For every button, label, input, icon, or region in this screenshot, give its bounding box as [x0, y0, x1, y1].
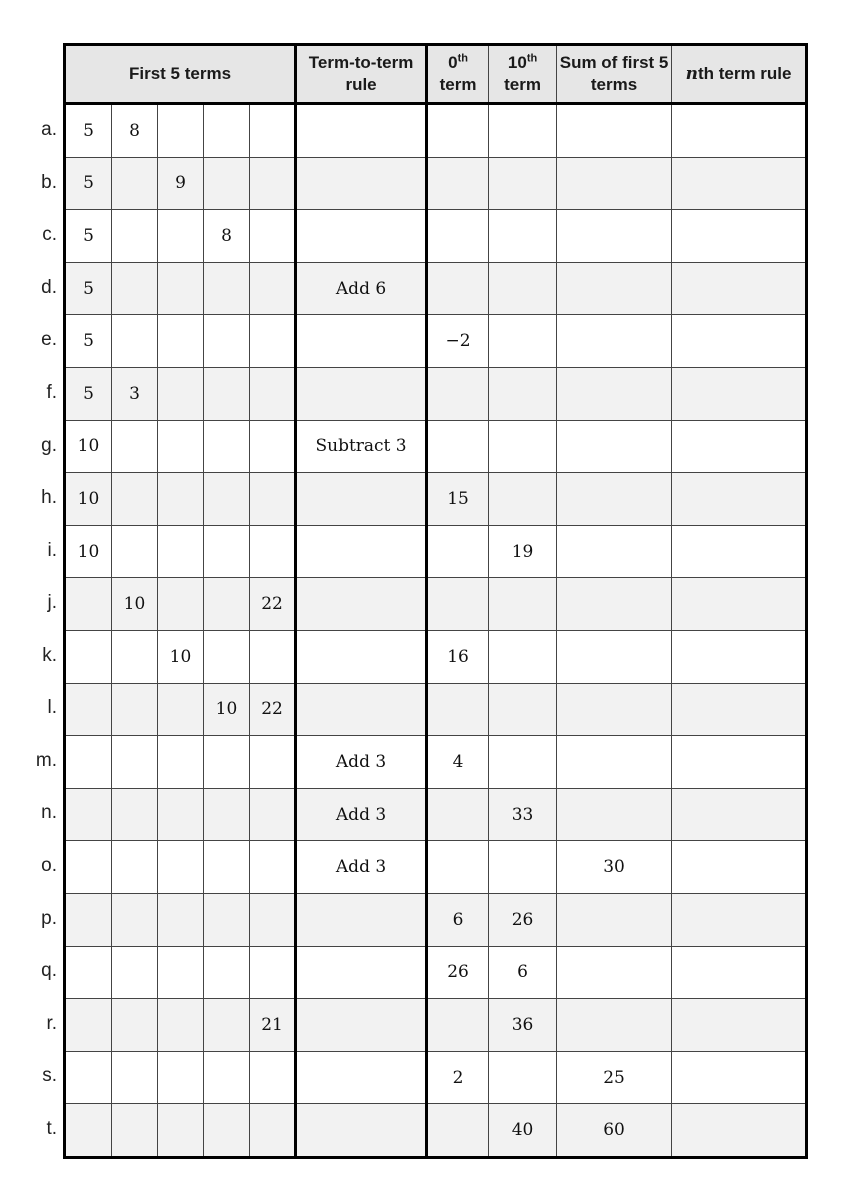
table-row	[65, 946, 807, 999]
term-2-cell[interactable]	[112, 999, 158, 1052]
term-1-cell[interactable]	[65, 736, 112, 789]
term-3-cell[interactable]	[158, 315, 204, 368]
row-label: h.	[41, 487, 57, 509]
header-row	[65, 45, 807, 104]
tenth-term-cell[interactable]: 33	[489, 788, 557, 841]
term-4-cell[interactable]	[204, 578, 250, 631]
row-label: d.	[41, 276, 57, 298]
term-4-cell[interactable]	[204, 104, 250, 158]
term-to-term-rule-cell[interactable]	[296, 893, 427, 946]
term-to-term-rule-cell[interactable]	[296, 578, 427, 631]
term-3-cell[interactable]	[158, 473, 204, 526]
zeroth-term-cell[interactable]	[427, 104, 489, 158]
row-label: r.	[46, 1012, 57, 1034]
term-2-cell[interactable]	[112, 315, 158, 368]
term-3-cell[interactable]	[158, 999, 204, 1052]
term-1-cell[interactable]: 10	[65, 473, 112, 526]
zeroth-term-cell[interactable]	[427, 788, 489, 841]
term-3-cell[interactable]	[158, 736, 204, 789]
table-row	[65, 1104, 807, 1158]
table-row	[65, 525, 807, 578]
header-0th-term: 0th term	[427, 45, 489, 104]
row-label: i.	[47, 539, 57, 561]
zeroth-term-cell[interactable]	[427, 420, 489, 473]
row-label: m.	[35, 749, 57, 771]
nth-term-rule-cell[interactable]	[672, 683, 807, 736]
sum-cell[interactable]	[557, 157, 672, 210]
tenth-term-cell[interactable]	[489, 473, 557, 526]
term-2-cell[interactable]	[112, 683, 158, 736]
sum-cell[interactable]	[557, 525, 672, 578]
row-label: g.	[41, 434, 57, 456]
term-1-cell[interactable]	[65, 841, 112, 894]
tenth-term-cell[interactable]	[489, 841, 557, 894]
term-5-cell[interactable]	[250, 368, 296, 421]
term-4-cell[interactable]	[204, 1104, 250, 1158]
zeroth-term-cell[interactable]	[427, 578, 489, 631]
nth-term-rule-cell[interactable]	[672, 630, 807, 683]
term-4-cell[interactable]	[204, 420, 250, 473]
term-to-term-rule-cell[interactable]: Add 3	[296, 841, 427, 894]
zeroth-term-cell[interactable]: 16	[427, 630, 489, 683]
term-to-term-rule-cell[interactable]: Add 3	[296, 736, 427, 789]
sum-cell[interactable]	[557, 683, 672, 736]
term-1-cell[interactable]: 5	[65, 157, 112, 210]
sum-cell[interactable]	[557, 420, 672, 473]
zeroth-term-cell[interactable]: 4	[427, 736, 489, 789]
nth-term-rule-cell[interactable]	[672, 893, 807, 946]
term-1-cell[interactable]: 5	[65, 315, 112, 368]
row-label: a.	[41, 119, 57, 141]
term-3-cell[interactable]: 9	[158, 157, 204, 210]
term-2-cell[interactable]	[112, 525, 158, 578]
row-label: s.	[42, 1065, 57, 1087]
term-1-cell[interactable]	[65, 578, 112, 631]
term-4-cell[interactable]	[204, 630, 250, 683]
term-5-cell[interactable]	[250, 262, 296, 315]
sum-cell[interactable]: 60	[557, 1104, 672, 1158]
zeroth-term-cell[interactable]	[427, 262, 489, 315]
tenth-term-cell[interactable]	[489, 683, 557, 736]
term-2-cell[interactable]	[112, 893, 158, 946]
term-3-cell[interactable]	[158, 683, 204, 736]
row-label: k.	[42, 644, 57, 666]
zeroth-term-cell[interactable]: −2	[427, 315, 489, 368]
table-row	[65, 1051, 807, 1104]
zeroth-term-cell[interactable]: 6	[427, 893, 489, 946]
table-row	[65, 999, 807, 1052]
term-2-cell[interactable]	[112, 1104, 158, 1158]
term-5-cell[interactable]	[250, 788, 296, 841]
nth-term-rule-cell[interactable]	[672, 1104, 807, 1158]
term-5-cell[interactable]: 21	[250, 999, 296, 1052]
term-3-cell[interactable]	[158, 1051, 204, 1104]
term-1-cell[interactable]: 5	[65, 210, 112, 263]
term-to-term-rule-cell[interactable]	[296, 368, 427, 421]
term-3-cell[interactable]	[158, 946, 204, 999]
row-label: e.	[41, 329, 57, 351]
sum-cell[interactable]	[557, 893, 672, 946]
term-5-cell[interactable]	[250, 1104, 296, 1158]
zeroth-term-cell[interactable]	[427, 157, 489, 210]
table-row	[65, 420, 807, 473]
tenth-term-cell[interactable]	[489, 630, 557, 683]
nth-term-rule-cell[interactable]	[672, 788, 807, 841]
term-4-cell[interactable]	[204, 262, 250, 315]
header-term-to-term-rule: Term-to-term rule	[296, 45, 427, 104]
term-2-cell[interactable]	[112, 1051, 158, 1104]
term-1-cell[interactable]	[65, 683, 112, 736]
term-1-cell[interactable]: 10	[65, 525, 112, 578]
term-4-cell[interactable]	[204, 157, 250, 210]
table-row	[65, 630, 807, 683]
nth-term-rule-cell[interactable]	[672, 473, 807, 526]
term-4-cell[interactable]	[204, 1051, 250, 1104]
tenth-term-cell[interactable]: 19	[489, 525, 557, 578]
term-5-cell[interactable]: 22	[250, 683, 296, 736]
term-3-cell[interactable]	[158, 104, 204, 158]
tenth-term-cell[interactable]: 36	[489, 999, 557, 1052]
table-row	[65, 893, 807, 946]
tenth-term-cell[interactable]	[489, 157, 557, 210]
zeroth-term-cell[interactable]	[427, 841, 489, 894]
zeroth-term-cell[interactable]	[427, 999, 489, 1052]
term-5-cell[interactable]	[250, 736, 296, 789]
sum-cell[interactable]	[557, 999, 672, 1052]
term-5-cell[interactable]	[250, 210, 296, 263]
term-to-term-rule-cell[interactable]	[296, 104, 427, 158]
table-row	[65, 210, 807, 263]
sequences-table	[63, 43, 808, 1159]
term-5-cell[interactable]: 22	[250, 578, 296, 631]
row-label: t.	[46, 1117, 57, 1139]
nth-term-rule-cell[interactable]	[672, 420, 807, 473]
row-label: p.	[41, 907, 57, 929]
term-1-cell[interactable]	[65, 1104, 112, 1158]
term-3-cell[interactable]	[158, 262, 204, 315]
sum-cell[interactable]: 25	[557, 1051, 672, 1104]
table-row	[65, 104, 807, 158]
table-row	[65, 157, 807, 210]
term-1-cell[interactable]	[65, 893, 112, 946]
term-to-term-rule-cell[interactable]	[296, 525, 427, 578]
term-to-term-rule-cell[interactable]	[296, 946, 427, 999]
term-5-cell[interactable]	[250, 893, 296, 946]
term-5-cell[interactable]	[250, 946, 296, 999]
sum-cell[interactable]	[557, 946, 672, 999]
tenth-term-cell[interactable]: 26	[489, 893, 557, 946]
term-4-cell[interactable]	[204, 999, 250, 1052]
tenth-term-cell[interactable]: 6	[489, 946, 557, 999]
sum-cell[interactable]: 30	[557, 841, 672, 894]
term-5-cell[interactable]	[250, 630, 296, 683]
term-4-cell[interactable]	[204, 315, 250, 368]
sum-cell[interactable]	[557, 104, 672, 158]
term-4-cell[interactable]	[204, 368, 250, 421]
term-1-cell[interactable]	[65, 788, 112, 841]
term-3-cell[interactable]	[158, 788, 204, 841]
sum-cell[interactable]	[557, 788, 672, 841]
term-2-cell[interactable]	[112, 420, 158, 473]
term-5-cell[interactable]	[250, 473, 296, 526]
nth-term-rule-cell[interactable]	[672, 578, 807, 631]
sum-cell[interactable]	[557, 630, 672, 683]
term-to-term-rule-cell[interactable]	[296, 473, 427, 526]
term-to-term-rule-cell[interactable]	[296, 999, 427, 1052]
term-to-term-rule-cell[interactable]	[296, 210, 427, 263]
table-row	[65, 262, 807, 315]
term-1-cell[interactable]: 5	[65, 104, 112, 158]
nth-term-rule-cell[interactable]	[672, 841, 807, 894]
table-row	[65, 368, 807, 421]
term-5-cell[interactable]	[250, 157, 296, 210]
term-1-cell[interactable]	[65, 1051, 112, 1104]
tenth-term-cell[interactable]	[489, 210, 557, 263]
term-to-term-rule-cell[interactable]	[296, 1104, 427, 1158]
term-1-cell[interactable]: 5	[65, 262, 112, 315]
term-4-cell[interactable]	[204, 946, 250, 999]
term-4-cell[interactable]	[204, 841, 250, 894]
zeroth-term-cell[interactable]	[427, 1104, 489, 1158]
term-2-cell[interactable]	[112, 210, 158, 263]
term-4-cell[interactable]	[204, 473, 250, 526]
term-to-term-rule-cell[interactable]	[296, 1051, 427, 1104]
term-2-cell[interactable]: 8	[112, 104, 158, 158]
term-2-cell[interactable]	[112, 736, 158, 789]
zeroth-term-cell[interactable]: 15	[427, 473, 489, 526]
tenth-term-cell[interactable]	[489, 368, 557, 421]
term-4-cell[interactable]: 10	[204, 683, 250, 736]
nth-term-rule-cell[interactable]	[672, 104, 807, 158]
term-2-cell[interactable]: 3	[112, 368, 158, 421]
tenth-term-cell[interactable]	[489, 104, 557, 158]
term-3-cell[interactable]: 10	[158, 630, 204, 683]
term-1-cell[interactable]: 5	[65, 368, 112, 421]
term-2-cell[interactable]	[112, 157, 158, 210]
row-label: j.	[47, 592, 57, 614]
term-2-cell[interactable]: 10	[112, 578, 158, 631]
term-4-cell[interactable]: 8	[204, 210, 250, 263]
table-row	[65, 578, 807, 631]
nth-term-rule-cell[interactable]	[672, 315, 807, 368]
term-4-cell[interactable]	[204, 893, 250, 946]
nth-term-rule-cell[interactable]	[672, 1051, 807, 1104]
term-3-cell[interactable]	[158, 1104, 204, 1158]
term-to-term-rule-cell[interactable]: Add 6	[296, 262, 427, 315]
zeroth-term-cell[interactable]	[427, 210, 489, 263]
table-row	[65, 841, 807, 894]
sum-cell[interactable]	[557, 578, 672, 631]
row-label: c.	[42, 224, 57, 246]
term-to-term-rule-cell[interactable]: Add 3	[296, 788, 427, 841]
nth-term-rule-cell[interactable]	[672, 368, 807, 421]
term-to-term-rule-cell[interactable]	[296, 683, 427, 736]
zeroth-term-cell[interactable]: 26	[427, 946, 489, 999]
table-row	[65, 315, 807, 368]
term-3-cell[interactable]	[158, 893, 204, 946]
nth-term-rule-cell[interactable]	[672, 262, 807, 315]
sum-cell[interactable]	[557, 262, 672, 315]
tenth-term-cell[interactable]	[489, 420, 557, 473]
term-5-cell[interactable]	[250, 1051, 296, 1104]
term-5-cell[interactable]	[250, 315, 296, 368]
term-5-cell[interactable]	[250, 841, 296, 894]
term-3-cell[interactable]	[158, 420, 204, 473]
row-label: n.	[41, 802, 57, 824]
nth-term-rule-cell[interactable]	[672, 736, 807, 789]
term-2-cell[interactable]	[112, 630, 158, 683]
tenth-term-cell[interactable]	[489, 1051, 557, 1104]
term-2-cell[interactable]	[112, 473, 158, 526]
term-1-cell[interactable]	[65, 630, 112, 683]
nth-term-rule-cell[interactable]	[672, 946, 807, 999]
nth-term-rule-cell[interactable]	[672, 157, 807, 210]
term-1-cell[interactable]	[65, 999, 112, 1052]
tenth-term-cell[interactable]: 40	[489, 1104, 557, 1158]
header-sum-of-first-5-terms: Sum of first 5 terms	[557, 45, 672, 104]
sum-cell[interactable]	[557, 315, 672, 368]
table-row	[65, 473, 807, 526]
term-to-term-rule-cell[interactable]	[296, 630, 427, 683]
term-3-cell[interactable]	[158, 525, 204, 578]
row-label: o.	[41, 854, 57, 876]
table-row	[65, 683, 807, 736]
term-2-cell[interactable]	[112, 841, 158, 894]
header-nth-term-rule: nth term rule	[672, 45, 807, 104]
sum-cell[interactable]	[557, 210, 672, 263]
term-2-cell[interactable]	[112, 788, 158, 841]
term-2-cell[interactable]	[112, 262, 158, 315]
term-1-cell[interactable]: 10	[65, 420, 112, 473]
term-to-term-rule-cell[interactable]: Subtract 3	[296, 420, 427, 473]
row-label: f.	[46, 382, 57, 404]
row-label: l.	[47, 697, 57, 719]
term-4-cell[interactable]	[204, 525, 250, 578]
nth-term-rule-cell[interactable]	[672, 525, 807, 578]
term-4-cell[interactable]	[204, 788, 250, 841]
tenth-term-cell[interactable]	[489, 736, 557, 789]
zeroth-term-cell[interactable]	[427, 368, 489, 421]
header-10th-term: 10th term	[489, 45, 557, 104]
row-label: q.	[41, 960, 57, 982]
table-row	[65, 788, 807, 841]
row-label: b.	[41, 171, 57, 193]
term-2-cell[interactable]	[112, 946, 158, 999]
nth-term-rule-cell[interactable]	[672, 210, 807, 263]
term-1-cell[interactable]	[65, 946, 112, 999]
sum-cell[interactable]	[557, 473, 672, 526]
term-5-cell[interactable]	[250, 420, 296, 473]
zeroth-term-cell[interactable]: 2	[427, 1051, 489, 1104]
tenth-term-cell[interactable]	[489, 262, 557, 315]
header-first-5-terms: First 5 terms	[65, 45, 296, 104]
term-to-term-rule-cell[interactable]	[296, 157, 427, 210]
nth-term-rule-cell[interactable]	[672, 999, 807, 1052]
sum-cell[interactable]	[557, 736, 672, 789]
term-3-cell[interactable]	[158, 368, 204, 421]
term-4-cell[interactable]	[204, 736, 250, 789]
term-5-cell[interactable]	[250, 104, 296, 158]
term-5-cell[interactable]	[250, 525, 296, 578]
term-3-cell[interactable]	[158, 578, 204, 631]
zeroth-term-cell[interactable]	[427, 525, 489, 578]
zeroth-term-cell[interactable]	[427, 683, 489, 736]
term-to-term-rule-cell[interactable]	[296, 315, 427, 368]
term-3-cell[interactable]	[158, 841, 204, 894]
term-3-cell[interactable]	[158, 210, 204, 263]
table-row	[65, 736, 807, 789]
tenth-term-cell[interactable]	[489, 315, 557, 368]
sum-cell[interactable]	[557, 368, 672, 421]
tenth-term-cell[interactable]	[489, 578, 557, 631]
